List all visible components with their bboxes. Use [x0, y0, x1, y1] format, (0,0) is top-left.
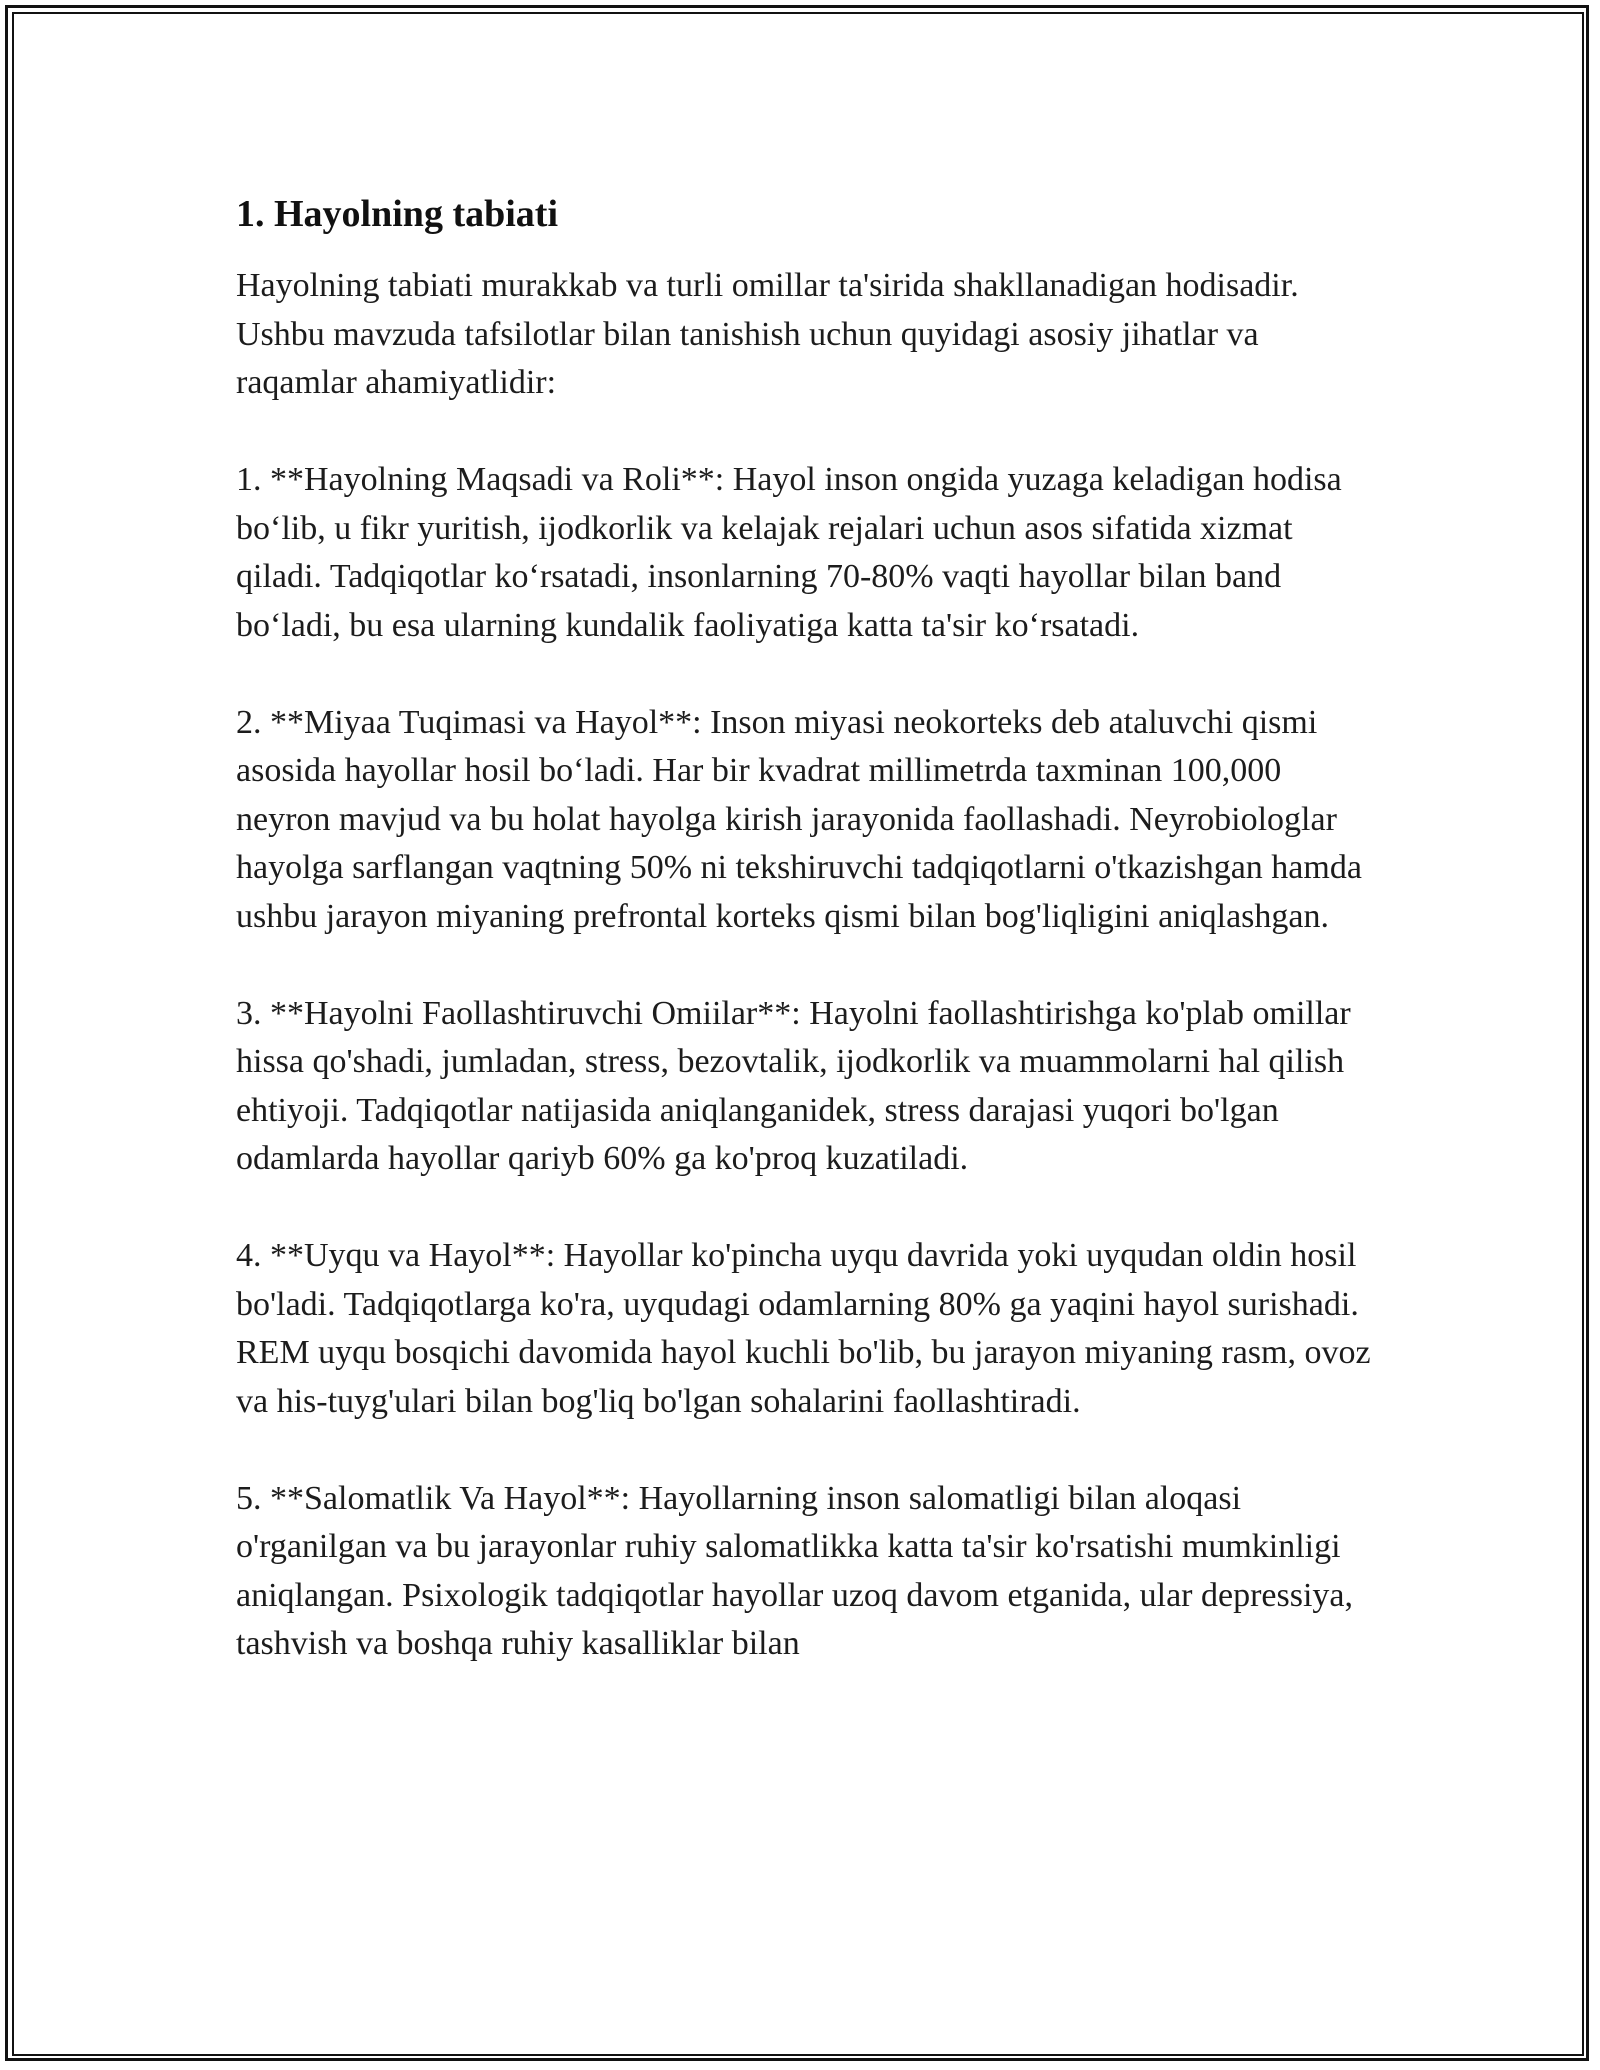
paragraph-item-2: 2. **Miyaa Tuqimasi va Hayol**: Inson miyasi neokorteks deb ataluvchi qismi asosida hayollar hosil boʻladi. Har bir kvadrat millimetrda taxminan 100,000 neyron mavjud va bu holat hayolga kirish jarayonida faollashadi. Neyrobiologlar hayolga sarflangan vaqtning 50% ni tekshiruvchi tadqiqotlarni o'tkazishgan hamda ushbu jarayon miyaning prefrontal korteks qismi bilan bog'liqligini aniqlashgan. — [236, 703, 1362, 935]
paragraph-item-5: 5. **Salomatlik Va Hayol**: Hayollarning inson salomatligi bilan aloqasi o'rganilgan va bu jarayonlar ruhiy salomatlikka katta ta'sir ko'rsatishi mumkinligi aniqlangan. Psixologik tadqiqotlar hayollar uzoq davom etganida, ular depressiya, tashvish va boshqa ruhiy kasalliklar bilan — [236, 1479, 1353, 1662]
paragraph-item-3: 3. **Hayolni Faollashtiruvchi Omiilar**: Hayolni faollashtirishga ko'plab omillar hissa qo'shadi, jumladan, stress, bezovtalik, ijodkorlik va muammolarni hal qilish ehtiyoji. Tadqiqotlar natijasida aniqlanganidek, stress darajasi yuqori bo'lgan odamlarda hayollar qariyb 60% ga ko'proq kuzatiladi. — [236, 994, 1351, 1177]
paragraph-item-1: 1. **Hayolning Maqsadi va Roli**: Hayol inson ongida yuzaga keladigan hodisa boʻlib, u fikr yuritish, ijodkorlik va kelajak rejalari uchun asos sifatida xizmat qiladi. Tadqiqotlar koʻrsatadi, insonlarning 70-80% vaqti hayollar bilan band boʻladi, bu esa ularning kundalik faoliyatiga katta ta'sir koʻrsatadi. — [236, 461, 1342, 644]
intro-paragraph: Hayolning tabiati murakkab va turli omillar ta'sirida shakllanadigan hodisadir. Ushbu mavzuda tafsilotlar bilan tanishish uchun quyidagi asosiy jihatlar va raqamlar ahamiyatlidir: — [236, 267, 1299, 401]
document-body — [236, 186, 1376, 1717]
section-heading: 1. Hayolning tabiati — [236, 193, 558, 235]
paragraph-item-4: 4. **Uyqu va Hayol**: Hayollar ko'pincha uyqu davrida yoki uyqudan oldin hosil bo'ladi. Tadqiqotlarga ko'ra, uyqudagi odamlarning 80% ga yaqini hayol surishadi. REM uyqu bosqichi davomida hayol kuchli bo'lib, bu jarayon miyaning rasm, ovoz va his-tuyg'ulari bilan bog'liq bo'lgan sohalarini faollashtiradi. — [236, 1237, 1371, 1420]
